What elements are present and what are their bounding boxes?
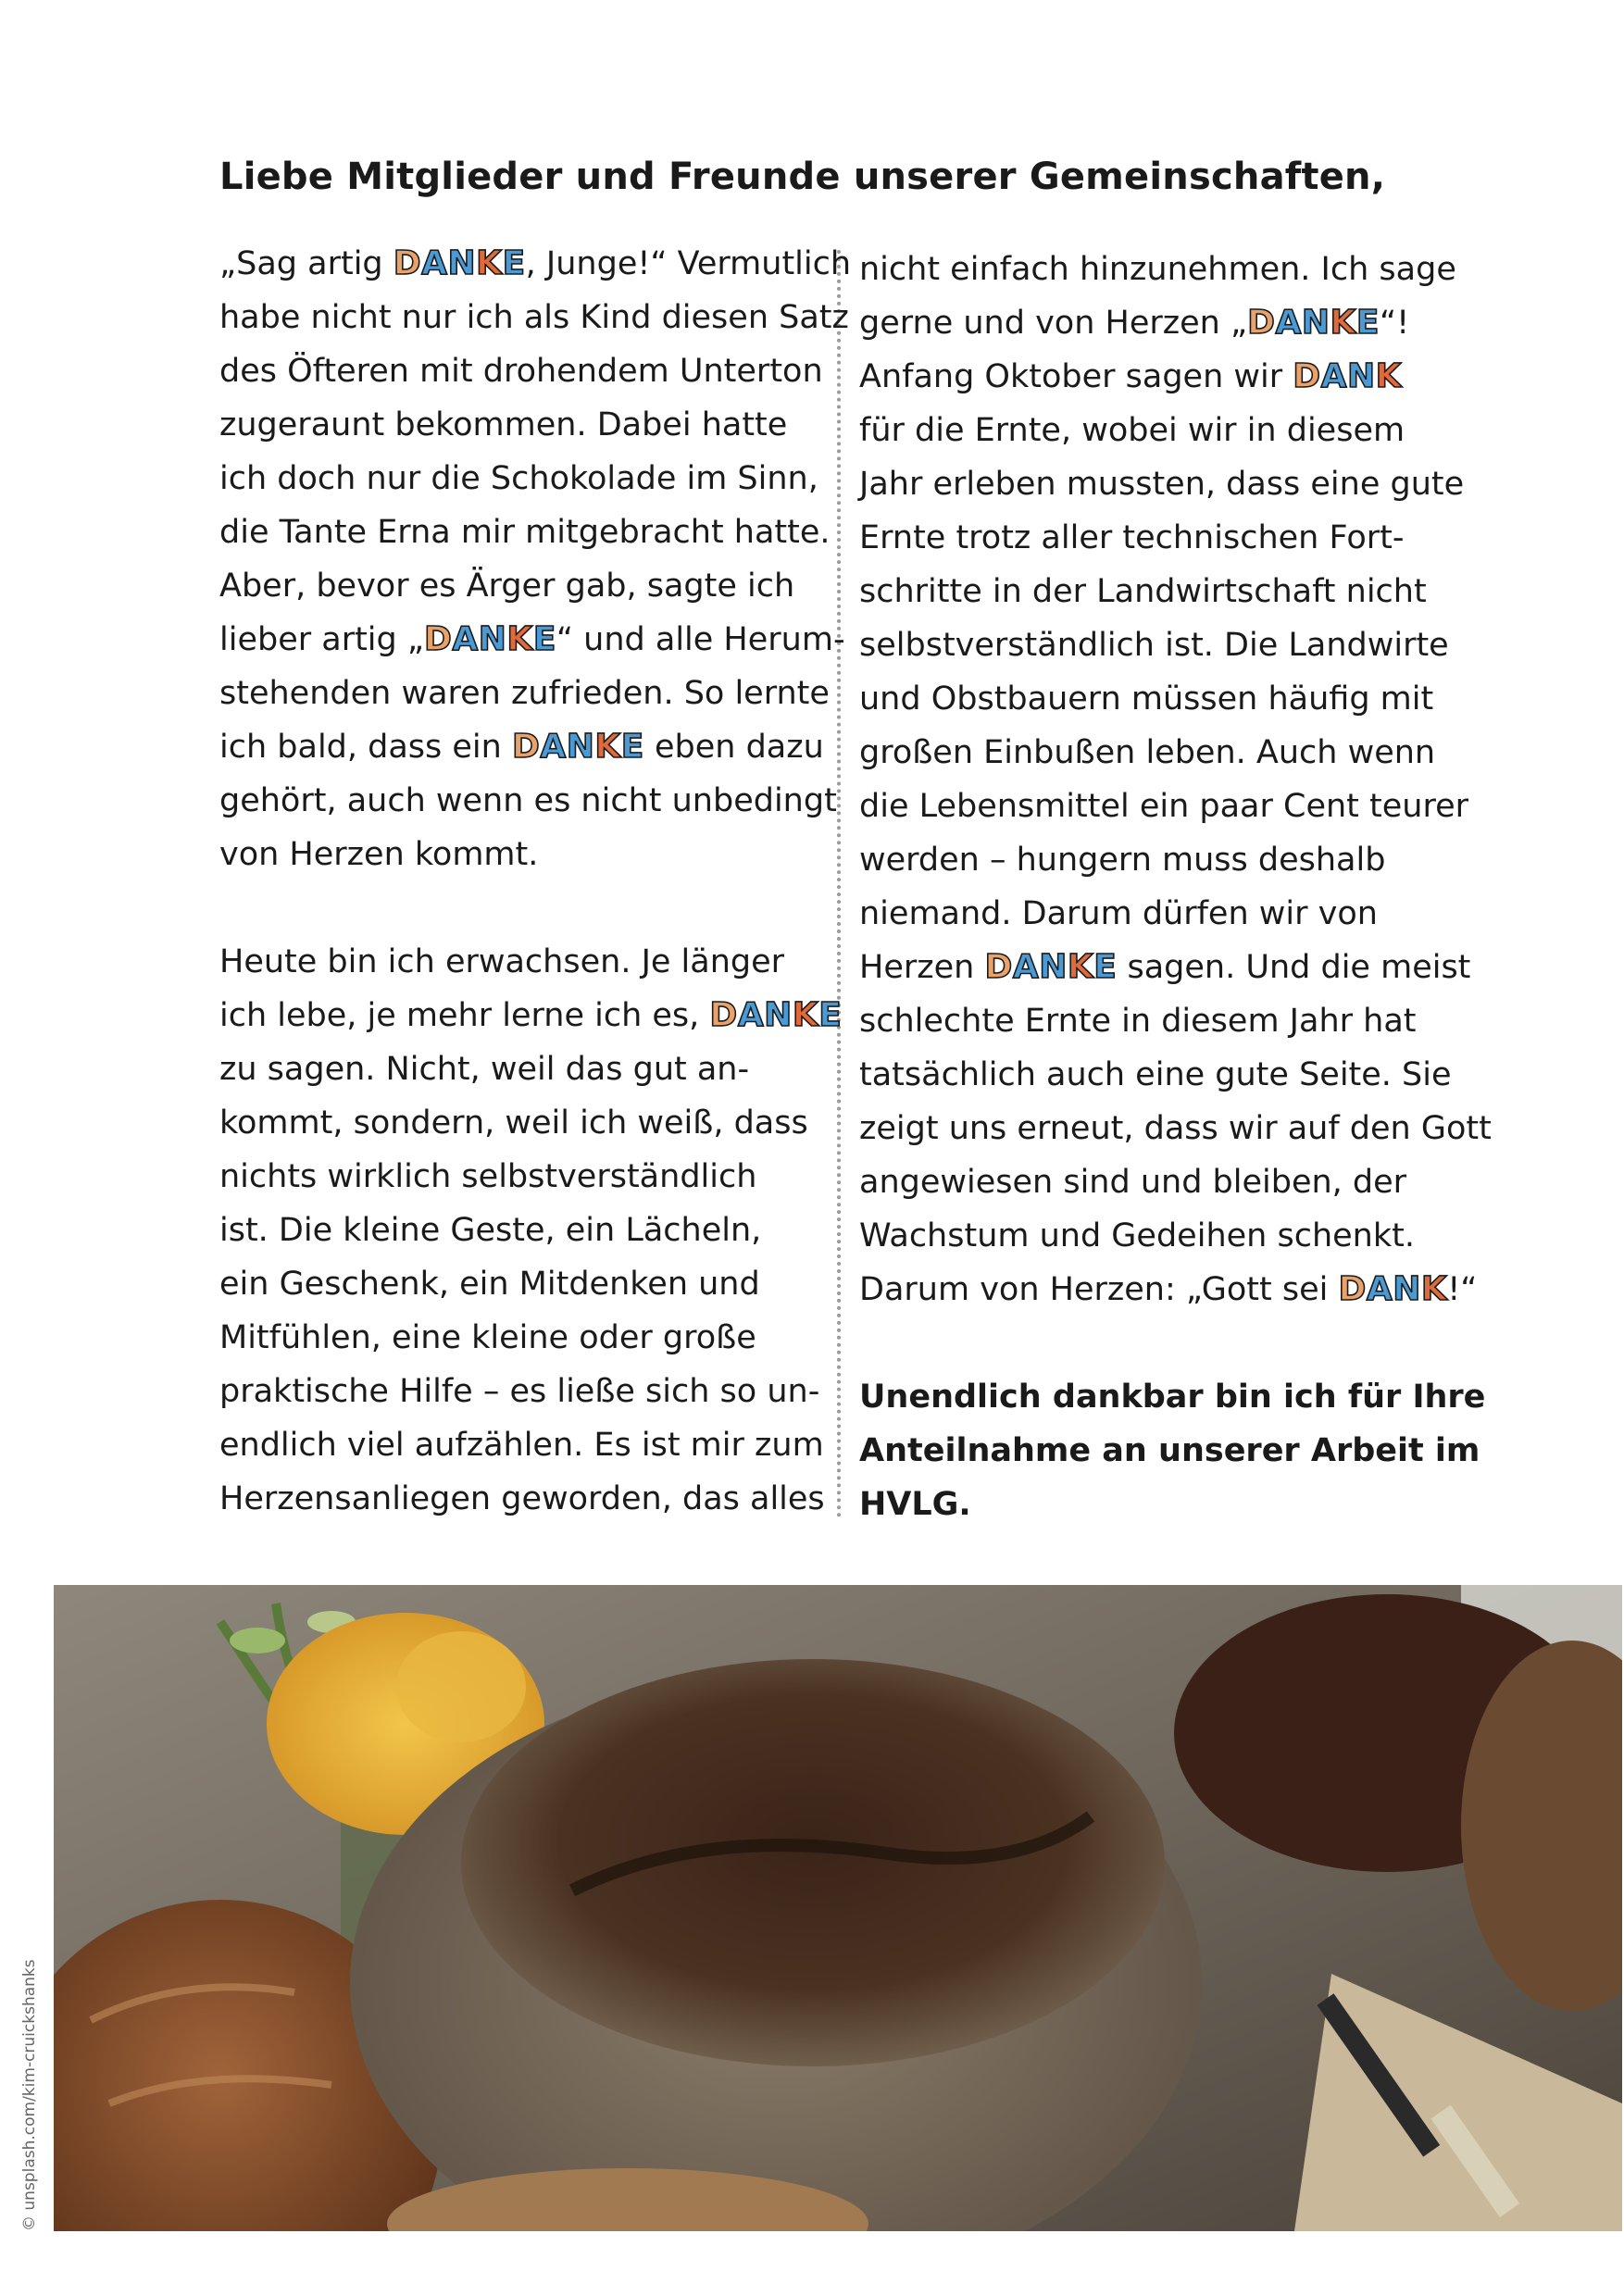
text-line: ich bald, dass ein DANKE eben dazu: [219, 728, 824, 766]
text-line: schritte in der Landwirtschaft nicht: [859, 573, 1427, 610]
text-line: Darum von Herzen: „Gott sei DANK!“: [859, 1270, 1478, 1308]
page-title: Liebe Mitglieder und Freunde unserer Gemeinschaften,: [219, 156, 1386, 198]
text-line: für die Ernte, wobei wir in diesem: [859, 412, 1405, 449]
text-line: des Öfteren mit drohendem Unterton: [219, 353, 823, 390]
text-line: Ernte trotz aller technischen Fort-: [859, 519, 1405, 556]
text-line: Herzen DANKE sagen. Und die meist: [859, 948, 1471, 986]
text-line: niemand. Darum dürfen wir von: [859, 895, 1378, 932]
text-line: gehört, auch wenn es nicht unbedingt: [219, 782, 837, 819]
text-line: endlich viel aufzählen. Es ist mir zum: [219, 1427, 824, 1464]
text-line: gerne und von Herzen „DANKE“!: [859, 304, 1410, 342]
photo-credit: © unsplash.com/kim-cruickshanks: [20, 1959, 39, 2231]
text-line: ich lebe, je mehr lerne ich es, DANKE: [219, 996, 843, 1034]
text-line: Aber, bevor es Ärger gab, sagte ich: [219, 568, 795, 605]
text-line: ich doch nur die Schokolade im Sinn,: [219, 460, 818, 497]
bread-illustration: [54, 1585, 1622, 2231]
text-line: und Obstbauern müssen häufig mit: [859, 680, 1434, 718]
text-line: großen Einbußen leben. Auch wenn: [859, 734, 1436, 771]
text-line: ist. Die kleine Geste, ein Lächeln,: [219, 1212, 762, 1249]
right-column: [859, 243, 1492, 1531]
danke-word: DANKE: [511, 728, 644, 766]
text-line: Herzensanliegen geworden, das alles: [219, 1480, 825, 1517]
text-line: schlechte Ernte in diesem Jahr hat: [859, 1003, 1417, 1040]
text-line: habe nicht nur ich als Kind diesen Satz: [219, 299, 849, 336]
danke-word: DANKE: [424, 620, 556, 658]
text-line: zugeraunt bekommen. Dabei hatte: [219, 406, 788, 443]
text-line: nicht einfach hinzunehmen. Ich sage: [859, 251, 1456, 288]
left-column: [219, 237, 852, 1526]
text-line: Wachstum und Gedeihen schenkt.: [859, 1217, 1415, 1254]
text-line: stehenden waren zufrieden. So lernte: [219, 675, 830, 712]
text-line: selbstverständlich ist. Die Landwirte: [859, 627, 1449, 664]
text-line: kommt, sondern, weil ich weiß, dass: [219, 1104, 808, 1142]
closing-line: HVLG.: [859, 1486, 971, 1523]
text-line: Mitfühlen, eine kleine oder große: [219, 1319, 756, 1356]
danke-word: DANKE: [1247, 304, 1380, 342]
danke-word: DANKE: [709, 996, 843, 1034]
text-line: die Lebensmittel ein paar Cent teurer: [859, 788, 1469, 825]
text-line: ein Geschenk, ein Mitdenken und: [219, 1266, 760, 1303]
danke-word: DANKE: [393, 244, 526, 282]
text-line: angewiesen sind und bleiben, der: [859, 1164, 1407, 1201]
column-divider: [837, 250, 841, 1518]
dank-word: DANK: [1293, 357, 1403, 395]
text-line: werden – hungern muss deshalb: [859, 842, 1386, 879]
text-line: Jahr erleben mussten, dass eine gute: [859, 466, 1465, 503]
bread-photo: [54, 1585, 1622, 2231]
text-line: von Herzen kommt.: [219, 836, 539, 873]
text-line: Heute bin ich erwachsen. Je länger: [219, 943, 785, 980]
text-line: Anfang Oktober sagen wir DANK: [859, 357, 1403, 395]
text-line: die Tante Erna mir mitgebracht hatte.: [219, 514, 831, 551]
text-line: zeigt uns erneut, dass wir auf den Gott: [859, 1110, 1492, 1147]
danke-word: DANKE: [984, 948, 1118, 986]
text-line: „Sag artig DANKE, Junge!“ Vermutlich: [219, 244, 852, 282]
text-line: zu sagen. Nicht, weil das gut an-: [219, 1051, 750, 1088]
text-line: nichts wirklich selbstverständlich: [219, 1158, 757, 1195]
closing-line: Anteilnahme an unserer Arbeit im: [859, 1432, 1480, 1469]
text-line: lieber artig „DANKE“ und alle Herum-: [219, 620, 845, 658]
text-line: praktische Hilfe – es ließe sich so un-: [219, 1373, 820, 1410]
closing-line: Unendlich dankbar bin ich für Ihre: [859, 1379, 1486, 1416]
text-line: tatsächlich auch eine gute Seite. Sie: [859, 1056, 1452, 1093]
dank-word: DANK: [1338, 1270, 1448, 1308]
